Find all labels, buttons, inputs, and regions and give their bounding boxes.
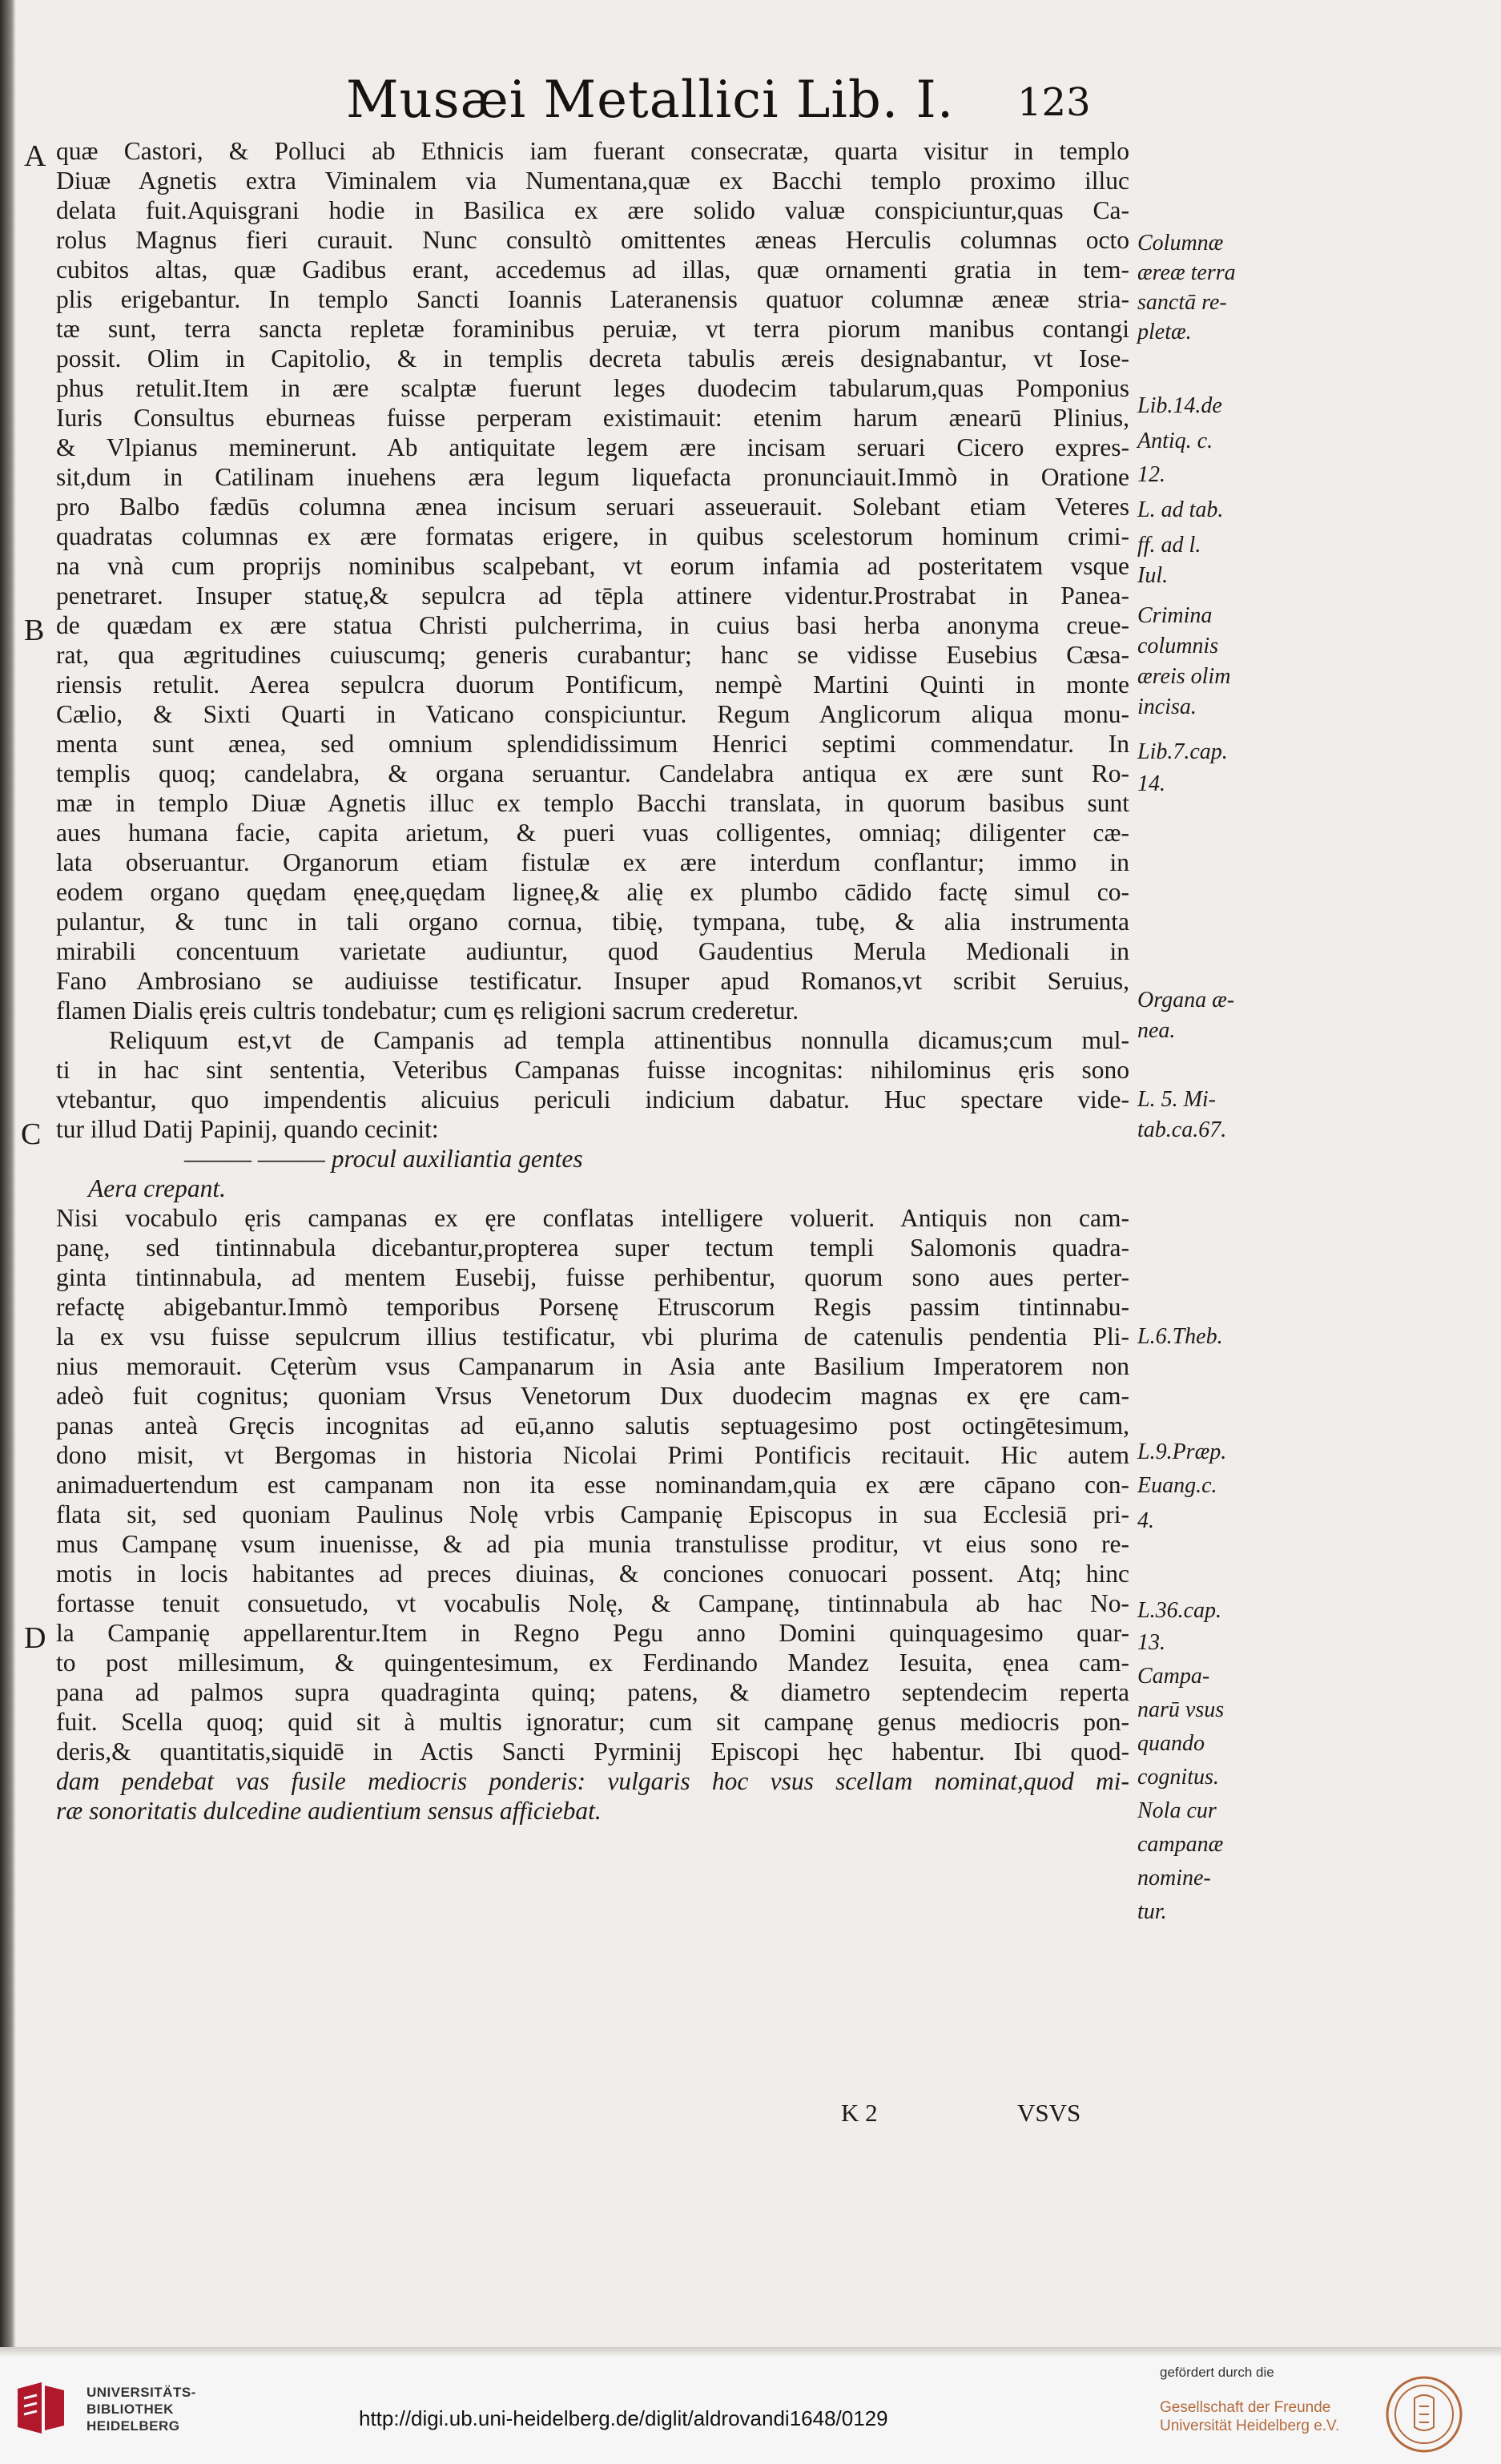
- text-line: pulantur, & tunc in tali organo cornua, tibię, tympana, tubę, & alia instrumenta: [56, 908, 1129, 936]
- text-line: Nisi vocabulo ęris campanas ex ęre conflatas intelligere voluerit. Antiquis non cam-: [56, 1204, 1129, 1232]
- sponsor-name-line: Gesellschaft der Freunde: [1160, 2399, 1331, 2416]
- margin-note: quando: [1137, 1731, 1205, 1756]
- margin-note: L.6.Theb.: [1137, 1324, 1223, 1349]
- margin-note: Organa æ-: [1137, 988, 1235, 1013]
- margin-note: ff. ad l.: [1137, 533, 1201, 558]
- book-spine-shadow: [0, 0, 16, 2347]
- text-line: flamen Dialis ęreis cultris tondebatur; cum ęs religioni sacrum crederetur.: [56, 996, 799, 1025]
- text-line: possit. Olim in Capitolio, & in templis decreta tabulis æreis designabantur, vt Iose-: [56, 344, 1129, 372]
- text-line: de quædam ex ære statua Christi pulcherrima, in cuius basi herba anonyma creue-: [56, 611, 1129, 639]
- text-line: eodem organo quędam ęneę,quędam ligneę,& alię ex plumbo cādido factę simul co-: [56, 878, 1129, 906]
- text-line: refactę abigebantur.Immò temporibus Porsenę Etruscorum Regis passim tintinnabu-: [56, 1293, 1129, 1321]
- margin-note: Columnæ: [1137, 231, 1224, 256]
- text-line: rat, qua ægritudines cuiuscumq; generis curabantur; hanc se vidisse Eusebius Cæsa-: [56, 641, 1129, 669]
- text-line: plis erigebantur. In templo Sancti Ioannis Lateranensis quatuor columnæ æneæ stria-: [56, 285, 1129, 313]
- permalink-url[interactable]: http://digi.ub.uni-heidelberg.de/diglit/aldrovandi1648/0129: [359, 2406, 888, 2430]
- margin-note: 4.: [1137, 1508, 1154, 1533]
- margin-note: L. ad tab.: [1137, 497, 1224, 522]
- text-line: flata sit, sed quoniam Paulinus Nolę vrbis Campanię Episcopus in sua Ecclesiā pri-: [56, 1500, 1129, 1528]
- margin-note: cognitus.: [1137, 1765, 1219, 1790]
- text-line: na vnà cum proprijs nominibus scalpebant, vt eorum infamia ad posteritatem vsque: [56, 552, 1129, 580]
- text-line: to post millesimum, & quingentesimum, ex Ferdinando Mandez Iesuita, ęnea cam-: [56, 1649, 1129, 1677]
- text-line: pro Balbo fædūs columna ænea incisum seruari asseuerauit. Solebant etiam Veteres: [56, 493, 1129, 521]
- text-line: Diuæ Agnetis extra Viminalem via Numentana,quæ ex Bacchi templo proximo illuc: [56, 167, 1129, 195]
- university-seal-icon: [1384, 2374, 1464, 2454]
- text-line: vtebantur, quo impendentis alicuius periculi indicium dabatur. Huc spectare vide-: [56, 1085, 1129, 1113]
- library-name-line: HEIDELBERG: [87, 2418, 180, 2434]
- text-line: rolus Magnus fieri curauit. Nunc consultò omittentes æneas Herculis columnas octo: [56, 226, 1129, 254]
- margin-note: L.9.Præp.: [1137, 1439, 1227, 1464]
- text-line: quadratas columnas ex ære formatas erigere, in quibus scelestorum hominum crimi-: [56, 522, 1129, 550]
- text-line: & Vlpianus meminerunt. Ab antiquitate legem ære incisam seruari Cicero expres-: [56, 433, 1129, 461]
- sponsor-name-line: Universität Heidelberg e.V.: [1160, 2418, 1340, 2434]
- text-line: panas anteà Gręcis incognitas ad eū,anno salutis septuagesimo post octingētesimum,: [56, 1411, 1129, 1439]
- margin-note: Lib.14.de: [1137, 393, 1222, 418]
- margin-note: incisa.: [1137, 695, 1197, 719]
- text-line: la Campanię appellarentur.Item in Regno Pegu anno Domini quinquagesimo quar-: [56, 1619, 1129, 1647]
- text-line: mirabili concentuum varietate audiuntur, quod Gaudentius Merula Medionali in: [56, 937, 1129, 965]
- margin-note: 13.: [1137, 1630, 1165, 1655]
- page-header: [0, 70, 1501, 135]
- text-line: riensis retulit. Aerea sepulcra duorum Pontificum, nempè Martini Quinti in monte: [56, 670, 1129, 699]
- text-line: penetraret. Insuper statuę,& sepulcra ad tēpla attinere videntur.Prostrabat in Panea-: [56, 582, 1129, 610]
- margin-note: nea.: [1137, 1018, 1176, 1043]
- text-line: Cælio, & Sixti Quarti in Vaticano conspiciuntur. Regum Anglicorum aliqua monu-: [56, 700, 1129, 728]
- margin-note: Antiq. c.: [1137, 429, 1213, 453]
- margin-note: narū vsus: [1137, 1697, 1225, 1722]
- text-line: adeò fuit cognitus; quoniam Vrsus Venetorum Dux duodecim magnas ex ęre cam-: [56, 1382, 1129, 1410]
- section-letter-a: A: [24, 139, 46, 173]
- text-line: Iuris Consultus eburneas fuisse perperam existimauit: etenim harum ænearū Plinius,: [56, 404, 1129, 432]
- text-line: ginta tintinnabula, ad mentem Eusebij, fuisse perhibentur, quorum sono aues perter-: [56, 1263, 1129, 1291]
- signature-mark: K 2: [841, 2099, 878, 2127]
- sponsor-name: [1160, 2398, 1339, 2435]
- text-line: sit,dum in Catilinam inuehens æra legum liquefacta pronunciauit.Immò in Oratione: [56, 463, 1129, 491]
- section-letter-d: D: [24, 1621, 46, 1655]
- page-foot: [56, 2099, 1129, 2131]
- text-line: ti in hac sint sententia, Veteribus Campanas fuisse incognitas: nihilominus ęris sono: [56, 1056, 1129, 1084]
- margin-note: Crimina: [1137, 603, 1213, 628]
- section-letter-b: B: [24, 614, 45, 647]
- text-line: nius memorauit. Cęterùm vsus Campanarum in Asia ante Basilium Imperatorem non: [56, 1352, 1129, 1380]
- text-line: tæ sunt, terra sancta repletæ foraminibus peruiæ, vt terra piorum manibus contangi: [56, 315, 1129, 343]
- margin-note: tur.: [1137, 1899, 1167, 1924]
- library-name-line: UNIVERSITÄTS-: [87, 2385, 196, 2400]
- library-name: [87, 2384, 196, 2434]
- section-letter-c: C: [21, 1117, 42, 1151]
- library-name-line: BIBLIOTHEK: [87, 2402, 174, 2417]
- text-line: fortasse tenuit consuetudo, vt vocabulis Nolę, & Campanę, tintinnabula ab hac No-: [56, 1589, 1129, 1617]
- margin-note: Campa-: [1137, 1664, 1210, 1689]
- margin-note: 12.: [1137, 462, 1165, 487]
- text-line: templis quoq; candelabra, & organa seruantur. Candelabra antiqua ex ære sunt Ro-: [56, 759, 1129, 787]
- margin-note: Iul.: [1137, 563, 1169, 588]
- catchword: VSVS: [1017, 2099, 1081, 2127]
- sponsor-label: gefördert durch die: [1160, 2365, 1274, 2380]
- margin-note: L.36.cap.: [1137, 1598, 1221, 1623]
- text-line: lata obseruantur. Organorum etiam fistulæ ex ære interdum conflantur; immo in: [56, 848, 1129, 876]
- margin-note: æreis olim: [1137, 664, 1231, 689]
- margin-note: L. 5. Mi-: [1137, 1087, 1216, 1112]
- text-line: animaduertendum est campanam non ita esse nominandam,quia ex ære cāpano con-: [56, 1471, 1129, 1499]
- text-line: pana ad palmos supra quadraginta quinq; patens, & diametro septendecim reperta: [56, 1678, 1129, 1706]
- text-line: dono misit, vt Bergomas in historia Nicolai Primi Pontificis recitauit. Hic autem: [56, 1441, 1129, 1469]
- margin-note: 14.: [1137, 771, 1165, 796]
- text-line: phus retulit.Item in ære scalptæ fuerunt leges duodecim tabularum,quas Pomponius: [56, 374, 1129, 402]
- text-line: menta sunt ænea, sed omnium splendidissimum Henrici septimi commendatur. In: [56, 730, 1129, 758]
- text-line: Fano Ambrosiano se audiuisse testificatur. Insuper apud Romanos,vt scribit Seruius,: [56, 967, 1129, 995]
- margin-note: Nola cur: [1137, 1798, 1217, 1823]
- text-line: Reliquum est,vt de Campanis ad templa attinentibus nonnulla dicamus;cum mul-: [109, 1026, 1129, 1054]
- margin-note: sanctā re-: [1137, 290, 1227, 315]
- text-line: motis in locis habitantes ad preces diuinas, & conciones conuocari possent. Atq; hinc: [56, 1560, 1129, 1588]
- margin-note: Euang.c.: [1137, 1473, 1217, 1498]
- running-title: Musæi Metallici Lib. I.: [346, 70, 955, 130]
- text-line: aues humana facie, capita arietum, & pueri vuas colligentes, omniaq; diligenter cæ-: [56, 819, 1129, 847]
- margin-note: pletæ.: [1137, 320, 1192, 344]
- text-line: la ex vsu fuisse sepulcrum illius testificatur, vbi plurima de catenulis pendentia Pli-: [56, 1323, 1129, 1351]
- text-line: cubitos altas, quæ Gadibus erant, accedemus ad illas, quæ ornamenti gratia in tem-: [56, 256, 1129, 284]
- text-line: fuit. Scella quoq; quid sit à multis ignoratur; cum sit campanę genus mediocris pon-: [56, 1708, 1129, 1736]
- verse-line: Aera crepant.: [88, 1174, 227, 1202]
- verse-line: ——— ——— procul auxiliantia gentes: [184, 1145, 583, 1173]
- margin-note: æreæ terra: [1137, 260, 1236, 285]
- margin-note: columnis: [1137, 634, 1219, 658]
- text-line: tur illud Datij Papinij, quando cecinit:: [56, 1115, 439, 1143]
- margin-note: Lib.7.cap.: [1137, 739, 1228, 764]
- margin-note: campanæ: [1137, 1832, 1224, 1857]
- text-line: quæ Castori, & Polluci ab Ethnicis iam fuerant consecratæ, quarta visitur in templo: [56, 137, 1129, 165]
- text-line: mæ in templo Diuæ Agnetis illuc ex templo Bacchi translata, in quorum basibus sunt: [56, 789, 1129, 817]
- page-number: 123: [1017, 80, 1091, 125]
- text-line: dam pendebat vas fusile mediocris ponderis: vulgaris hoc vsus scellam nominat,quod mi-: [56, 1767, 1129, 1795]
- text-line: panę, sed tintinnabula dicebantur,propterea super tectum templi Salomonis quadra-: [56, 1234, 1129, 1262]
- text-line: delata fuit.Aquisgrani hodie in Basilica ex ære solido valuæ conspiciuntur,quas Ca-: [56, 196, 1129, 224]
- margin-note: nomine-: [1137, 1866, 1211, 1890]
- body-text: [56, 136, 1129, 1826]
- scan-edge: [0, 2347, 1501, 2357]
- text-line: mus Campanę vsum inuenisse, & ad pia munia transtulisse proditur, vt eius sono re-: [56, 1530, 1129, 1558]
- margin-note: tab.ca.67.: [1137, 1117, 1227, 1142]
- text-line: ræ sonoritatis dulcedine audientium sensus afficiebat.: [56, 1797, 602, 1825]
- viewer-footer: [0, 2357, 1501, 2464]
- library-logo-icon: [13, 2382, 69, 2434]
- text-line: deris,& quantitatis,siquidē in Actis Sancti Pyrminij Episcopi hęc habentur. Ibi quod-: [56, 1737, 1129, 1765]
